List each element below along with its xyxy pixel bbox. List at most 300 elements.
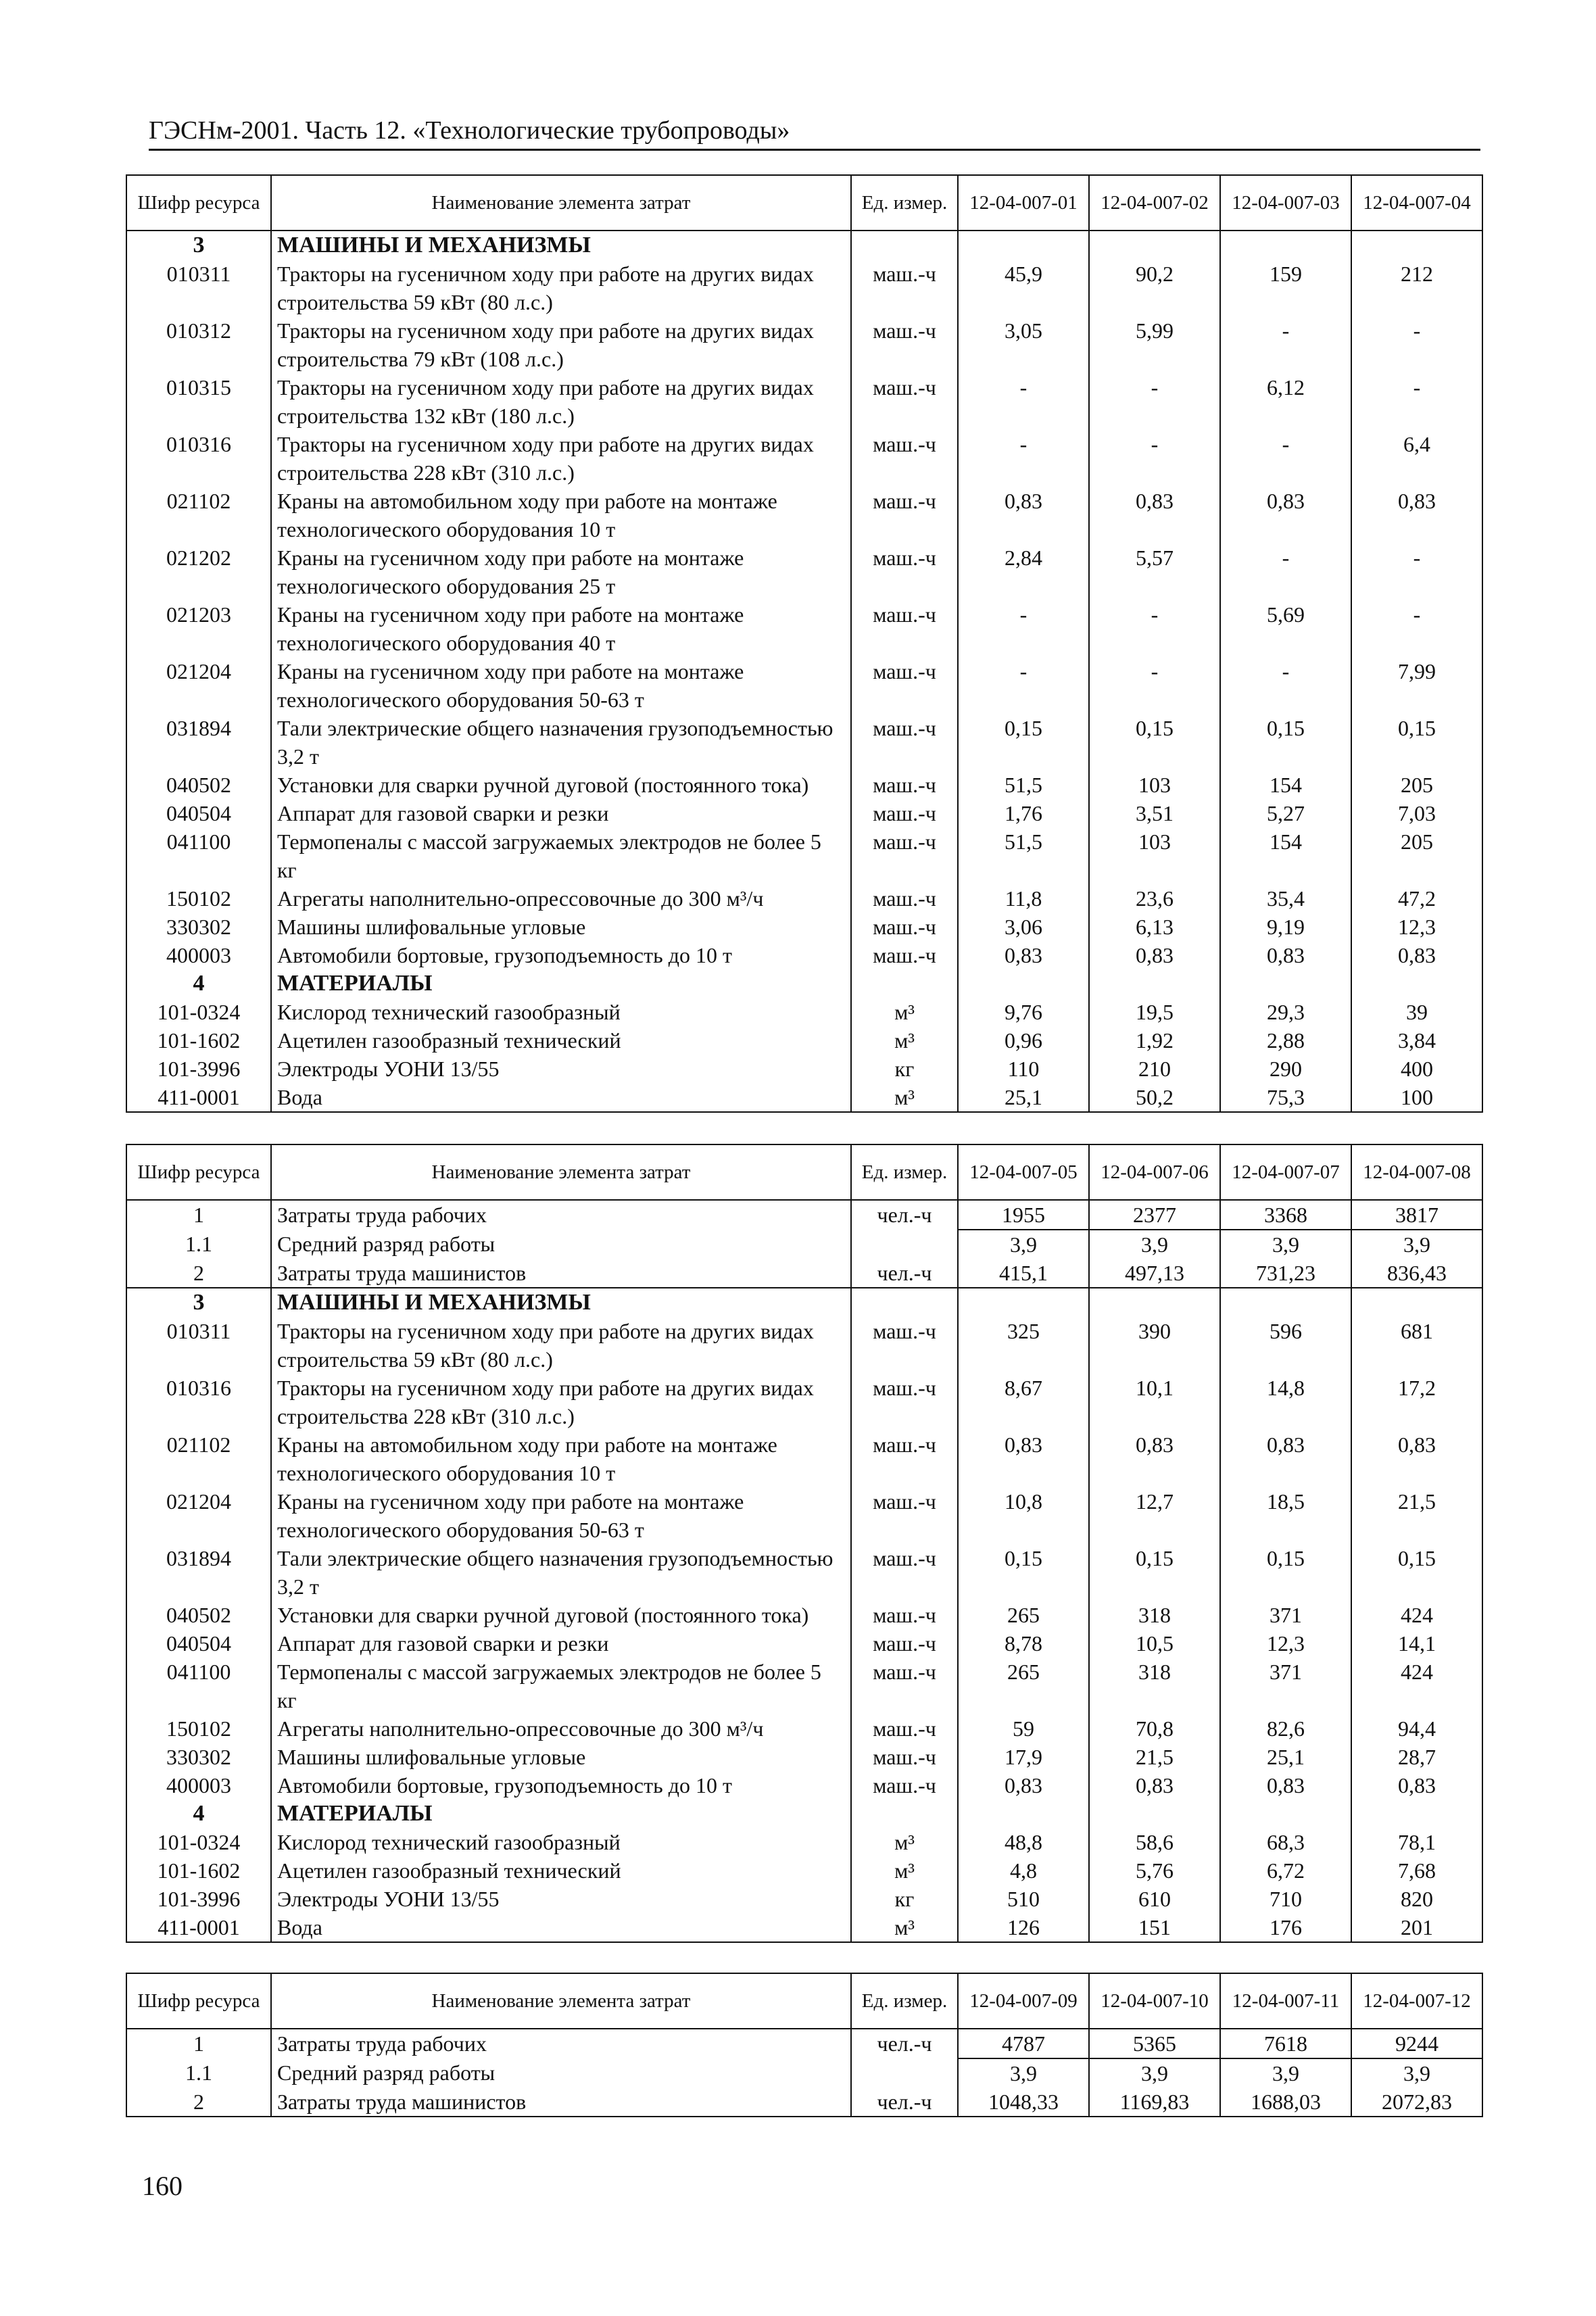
- table-row: [126, 1200, 1482, 1230]
- unit-cell: маш.-ч: [851, 1601, 958, 1629]
- norms-table-3: [126, 1973, 1483, 2117]
- table-row: [126, 373, 1482, 430]
- value-cell: 10,1: [1089, 1374, 1220, 1430]
- value-cell: 201: [1351, 1913, 1482, 1942]
- value-cell: -: [1220, 430, 1351, 487]
- resource-code: 2: [126, 1259, 271, 1288]
- cost-element-name: Тракторы на гусеничном ходу при работе на других видах строительства 228 кВт (310 л.с.): [271, 430, 851, 487]
- cost-element-name: Вода: [271, 1083, 851, 1112]
- value-cell: 290: [1220, 1055, 1351, 1083]
- value-cell: -: [958, 430, 1089, 487]
- value-cell: 3817: [1351, 1200, 1482, 1230]
- table-row: [126, 913, 1482, 941]
- resource-code: 1.1: [126, 1230, 271, 1259]
- table-row: [126, 827, 1482, 884]
- col-header-norm-code: 12-04-007-07: [1220, 1144, 1351, 1200]
- value-cell: 9,19: [1220, 913, 1351, 941]
- col-header-code: Шифр ресурса: [126, 1144, 271, 1200]
- table-row: [126, 1055, 1482, 1083]
- value-cell: 5,27: [1220, 799, 1351, 827]
- value-cell: 19,5: [1089, 998, 1220, 1026]
- unit-cell: маш.-ч: [851, 771, 958, 799]
- resource-code: 330302: [126, 1743, 271, 1771]
- value-cell: 5,76: [1089, 1856, 1220, 1885]
- page-number: 160: [142, 2171, 183, 2201]
- resource-code: 040502: [126, 771, 271, 799]
- unit-cell: маш.-ч: [851, 1743, 958, 1771]
- value-cell: [1220, 231, 1351, 260]
- value-cell: 29,3: [1220, 998, 1351, 1026]
- table-row: [126, 998, 1482, 1026]
- unit-cell: чел.-ч: [851, 1259, 958, 1288]
- resource-code: 021202: [126, 544, 271, 600]
- table-row: [126, 1771, 1482, 1800]
- unit-cell: чел.-ч: [851, 2088, 958, 2117]
- value-cell: 25,1: [958, 1083, 1089, 1112]
- value-cell: 0,15: [1220, 714, 1351, 771]
- value-cell: 0,15: [1220, 1544, 1351, 1601]
- cost-element-name: Аппарат для газовой сварки и резки: [271, 799, 851, 827]
- unit-cell: маш.-ч: [851, 1714, 958, 1743]
- resource-code: 3: [126, 1288, 271, 1317]
- resource-code: 4: [126, 1800, 271, 1828]
- value-cell: [1220, 969, 1351, 998]
- unit-cell: маш.-ч: [851, 714, 958, 771]
- col-header-norm-code: 12-04-007-09: [958, 1973, 1089, 2029]
- col-header-norm-code: 12-04-007-04: [1351, 175, 1482, 231]
- value-cell: [1220, 1800, 1351, 1828]
- value-cell: 3,9: [1220, 2058, 1351, 2088]
- table-row: [126, 1430, 1482, 1487]
- value-cell: 82,6: [1220, 1714, 1351, 1743]
- value-cell: 0,83: [1089, 1430, 1220, 1487]
- unit-cell: маш.-ч: [851, 1629, 958, 1658]
- value-cell: -: [1351, 544, 1482, 600]
- cost-element-name: Краны на автомобильном ходу при работе на монтаже технологического оборудования 10 т: [271, 1430, 851, 1487]
- table-row: [126, 1913, 1482, 1942]
- col-header-norm-code: 12-04-007-08: [1351, 1144, 1482, 1200]
- resource-code: 2: [126, 2088, 271, 2117]
- value-cell: -: [1351, 373, 1482, 430]
- unit-cell: маш.-ч: [851, 1317, 958, 1374]
- unit-cell: маш.-ч: [851, 1544, 958, 1601]
- value-cell: 51,5: [958, 771, 1089, 799]
- value-cell: 0,83: [958, 487, 1089, 544]
- unit-cell: м³: [851, 1026, 958, 1055]
- col-header-unit: Ед. измер.: [851, 1973, 958, 2029]
- unit-cell: маш.-ч: [851, 1771, 958, 1800]
- unit-cell: кг: [851, 1055, 958, 1083]
- value-cell: [1351, 969, 1482, 998]
- cost-element-name: Установки для сварки ручной дуговой (постоянного тока): [271, 771, 851, 799]
- value-cell: 610: [1089, 1885, 1220, 1913]
- col-header-unit: Ед. измер.: [851, 1144, 958, 1200]
- value-cell: 159: [1220, 260, 1351, 316]
- norms-table-2: [126, 1144, 1483, 1943]
- value-cell: 1,92: [1089, 1026, 1220, 1055]
- value-cell: 596: [1220, 1317, 1351, 1374]
- table-row: [126, 1317, 1482, 1374]
- cost-element-name: Затраты труда рабочих: [271, 1200, 851, 1230]
- value-cell: 3,84: [1351, 1026, 1482, 1055]
- value-cell: 18,5: [1220, 1487, 1351, 1544]
- value-cell: 94,4: [1351, 1714, 1482, 1743]
- value-cell: [1351, 231, 1482, 260]
- value-cell: -: [1089, 373, 1220, 430]
- table-row: [126, 1544, 1482, 1601]
- value-cell: 710: [1220, 1885, 1351, 1913]
- value-cell: 1688,03: [1220, 2088, 1351, 2117]
- value-cell: 5365: [1089, 2029, 1220, 2058]
- table-row: [126, 799, 1482, 827]
- col-header-unit: Ед. измер.: [851, 175, 958, 231]
- value-cell: 0,15: [958, 1544, 1089, 1601]
- resource-code: 031894: [126, 714, 271, 771]
- value-cell: 0,15: [1351, 1544, 1482, 1601]
- table-row: [126, 657, 1482, 714]
- value-cell: [958, 1288, 1089, 1317]
- value-cell: 90,2: [1089, 260, 1220, 316]
- table-row: [126, 1083, 1482, 1112]
- resource-code: 010311: [126, 260, 271, 316]
- unit-cell: кг: [851, 1885, 958, 1913]
- resource-code: 040504: [126, 1629, 271, 1658]
- col-header-norm-code: 12-04-007-02: [1089, 175, 1220, 231]
- section-title: МАТЕРИАЛЫ: [271, 969, 851, 998]
- resource-code: 150102: [126, 884, 271, 913]
- unit-cell: маш.-ч: [851, 1374, 958, 1430]
- value-cell: 3,9: [958, 1230, 1089, 1259]
- value-cell: 6,72: [1220, 1856, 1351, 1885]
- value-cell: 3,9: [1089, 2058, 1220, 2088]
- value-cell: 14,8: [1220, 1374, 1351, 1430]
- value-cell: 12,7: [1089, 1487, 1220, 1544]
- value-cell: 1169,83: [1089, 2088, 1220, 2117]
- value-cell: 0,15: [1351, 714, 1482, 771]
- value-cell: 8,67: [958, 1374, 1089, 1430]
- col-header-norm-code: 12-04-007-11: [1220, 1973, 1351, 2029]
- value-cell: 103: [1089, 827, 1220, 884]
- resource-code: 021204: [126, 1487, 271, 1544]
- value-cell: 836,43: [1351, 1259, 1482, 1288]
- value-cell: [1089, 231, 1220, 260]
- resource-code: 021204: [126, 657, 271, 714]
- value-cell: -: [1089, 600, 1220, 657]
- value-cell: 2377: [1089, 1200, 1220, 1230]
- value-cell: 154: [1220, 771, 1351, 799]
- page-header: ГЭСНм-2001. Часть 12. «Технологические трубопроводы»: [149, 115, 1480, 151]
- table-row: [126, 1259, 1482, 1288]
- value-cell: 176: [1220, 1913, 1351, 1942]
- table-row: [126, 1828, 1482, 1856]
- unit-cell: [851, 1230, 958, 1259]
- resource-code: 411-0001: [126, 1913, 271, 1942]
- section-title: МАШИНЫ И МЕХАНИЗМЫ: [271, 1288, 851, 1317]
- value-cell: 21,5: [1351, 1487, 1482, 1544]
- value-cell: 75,3: [1220, 1083, 1351, 1112]
- value-cell: 154: [1220, 827, 1351, 884]
- col-header-name: Наименование элемента затрат: [271, 1973, 851, 2029]
- value-cell: 0,83: [1351, 1430, 1482, 1487]
- table-row: [126, 2058, 1482, 2088]
- table-row: [126, 260, 1482, 316]
- value-cell: 0,15: [1089, 714, 1220, 771]
- value-cell: 45,9: [958, 260, 1089, 316]
- unit-cell: [851, 2058, 958, 2088]
- cost-element-name: Средний разряд работы: [271, 1230, 851, 1259]
- header-row: [126, 175, 1482, 231]
- value-cell: 126: [958, 1913, 1089, 1942]
- table-row: [126, 487, 1482, 544]
- resource-code: 150102: [126, 1714, 271, 1743]
- cost-element-name: Тали электрические общего назначения грузоподъемностью 3,2 т: [271, 714, 851, 771]
- value-cell: 0,83: [1351, 1771, 1482, 1800]
- cost-element-name: Автомобили бортовые, грузоподъемность до 10 т: [271, 1771, 851, 1800]
- table-row: [126, 1487, 1482, 1544]
- value-cell: 497,13: [1089, 1259, 1220, 1288]
- value-cell: 4,8: [958, 1856, 1089, 1885]
- value-cell: 5,99: [1089, 316, 1220, 373]
- cost-element-name: Тракторы на гусеничном ходу при работе на других видах строительства 59 кВт (80 л.с.): [271, 1317, 851, 1374]
- value-cell: 5,69: [1220, 600, 1351, 657]
- value-cell: 0,83: [1220, 1771, 1351, 1800]
- resource-code: 041100: [126, 1658, 271, 1714]
- table-row: [126, 2029, 1482, 2058]
- value-cell: 681: [1351, 1317, 1482, 1374]
- unit-cell: чел.-ч: [851, 2029, 958, 2058]
- section-title: МАТЕРИАЛЫ: [271, 1800, 851, 1828]
- value-cell: 3,06: [958, 913, 1089, 941]
- col-header-code: Шифр ресурса: [126, 175, 271, 231]
- value-cell: 21,5: [1089, 1743, 1220, 1771]
- value-cell: 103: [1089, 771, 1220, 799]
- resource-code: 101-1602: [126, 1856, 271, 1885]
- value-cell: 39: [1351, 998, 1482, 1026]
- cost-element-name: Машины шлифовальные угловые: [271, 1743, 851, 1771]
- unit-cell: маш.-ч: [851, 600, 958, 657]
- value-cell: 6,4: [1351, 430, 1482, 487]
- value-cell: [958, 1800, 1089, 1828]
- cost-element-name: Затраты труда рабочих: [271, 2029, 851, 2058]
- value-cell: 0,83: [1351, 941, 1482, 969]
- value-cell: -: [1351, 316, 1482, 373]
- table-row: [126, 1230, 1482, 1259]
- value-cell: -: [958, 600, 1089, 657]
- value-cell: 5,57: [1089, 544, 1220, 600]
- value-cell: 2,84: [958, 544, 1089, 600]
- value-cell: 3,9: [1089, 1230, 1220, 1259]
- value-cell: 0,15: [958, 714, 1089, 771]
- value-cell: 0,83: [958, 1771, 1089, 1800]
- value-cell: 25,1: [1220, 1743, 1351, 1771]
- resource-code: 010316: [126, 1374, 271, 1430]
- value-cell: 7,03: [1351, 799, 1482, 827]
- resource-code: 400003: [126, 941, 271, 969]
- table-row: [126, 771, 1482, 799]
- value-cell: 59: [958, 1714, 1089, 1743]
- cost-element-name: Средний разряд работы: [271, 2058, 851, 2088]
- value-cell: 3,51: [1089, 799, 1220, 827]
- norms-table-1: [126, 174, 1483, 1113]
- value-cell: -: [1220, 544, 1351, 600]
- value-cell: 325: [958, 1317, 1089, 1374]
- value-cell: 371: [1220, 1658, 1351, 1714]
- table-row: [126, 884, 1482, 913]
- value-cell: [1089, 969, 1220, 998]
- value-cell: 7618: [1220, 2029, 1351, 2058]
- value-cell: [1351, 1288, 1482, 1317]
- value-cell: 371: [1220, 1601, 1351, 1629]
- cost-element-name: Кислород технический газообразный: [271, 998, 851, 1026]
- value-cell: 510: [958, 1885, 1089, 1913]
- table-row: [126, 714, 1482, 771]
- value-cell: 0,83: [958, 941, 1089, 969]
- value-cell: 1048,33: [958, 2088, 1089, 2117]
- value-cell: 9,76: [958, 998, 1089, 1026]
- unit-cell: м³: [851, 1083, 958, 1112]
- cost-element-name: Электроды УОНИ 13/55: [271, 1055, 851, 1083]
- col-header-norm-code: 12-04-007-05: [958, 1144, 1089, 1200]
- col-header-norm-code: 12-04-007-03: [1220, 175, 1351, 231]
- resource-code: 1.1: [126, 2058, 271, 2088]
- value-cell: 205: [1351, 827, 1482, 884]
- value-cell: 58,6: [1089, 1828, 1220, 1856]
- table-row: [126, 2088, 1482, 2117]
- cost-element-name: Агрегаты наполнительно-опрессовочные до 300 м³/ч: [271, 884, 851, 913]
- resource-code: 400003: [126, 1771, 271, 1800]
- value-cell: 318: [1089, 1658, 1220, 1714]
- value-cell: 390: [1089, 1317, 1220, 1374]
- cost-element-name: Затраты труда машинистов: [271, 1259, 851, 1288]
- resource-code: 4: [126, 969, 271, 998]
- value-cell: 70,8: [1089, 1714, 1220, 1743]
- value-cell: 100: [1351, 1083, 1482, 1112]
- value-cell: 0,83: [1220, 487, 1351, 544]
- table-row: [126, 544, 1482, 600]
- cost-element-name: Краны на гусеничном ходу при работе на монтаже технологического оборудования 40 т: [271, 600, 851, 657]
- cost-element-name: Тракторы на гусеничном ходу при работе на других видах строительства 79 кВт (108 л.с.): [271, 316, 851, 373]
- value-cell: 50,2: [1089, 1083, 1220, 1112]
- resource-code: 040502: [126, 1601, 271, 1629]
- unit-cell: маш.-ч: [851, 260, 958, 316]
- value-cell: 3,9: [958, 2058, 1089, 2088]
- unit-cell: маш.-ч: [851, 827, 958, 884]
- value-cell: 10,5: [1089, 1629, 1220, 1658]
- value-cell: 14,1: [1351, 1629, 1482, 1658]
- col-header-norm-code: 12-04-007-01: [958, 175, 1089, 231]
- section-row: [126, 969, 1482, 998]
- cost-element-name: Краны на автомобильном ходу при работе на монтаже технологического оборудования 10 т: [271, 487, 851, 544]
- cost-element-name: Краны на гусеничном ходу при работе на монтаже технологического оборудования 50-63 т: [271, 657, 851, 714]
- section-row: [126, 231, 1482, 260]
- value-cell: 68,3: [1220, 1828, 1351, 1856]
- value-cell: 2072,83: [1351, 2088, 1482, 2117]
- resource-code: 3: [126, 231, 271, 260]
- table-row: [126, 1374, 1482, 1430]
- resource-code: 040504: [126, 799, 271, 827]
- cost-element-name: Ацетилен газообразный технический: [271, 1856, 851, 1885]
- value-cell: 0,83: [1089, 1771, 1220, 1800]
- value-cell: [958, 231, 1089, 260]
- resource-code: 1: [126, 2029, 271, 2058]
- cost-element-name: Вода: [271, 1913, 851, 1942]
- value-cell: 47,2: [1351, 884, 1482, 913]
- resource-code: 101-3996: [126, 1885, 271, 1913]
- unit-cell: маш.-ч: [851, 430, 958, 487]
- cost-element-name: Тракторы на гусеничном ходу при работе на других видах строительства 59 кВт (80 л.с.): [271, 260, 851, 316]
- unit-cell: маш.-ч: [851, 1430, 958, 1487]
- cost-element-name: Тали электрические общего назначения грузоподъемностью 3,2 т: [271, 1544, 851, 1601]
- unit-cell: м³: [851, 1856, 958, 1885]
- cost-element-name: Агрегаты наполнительно-опрессовочные до 300 м³/ч: [271, 1714, 851, 1743]
- unit-cell: маш.-ч: [851, 544, 958, 600]
- value-cell: 10,8: [958, 1487, 1089, 1544]
- unit-cell: маш.-ч: [851, 941, 958, 969]
- value-cell: 35,4: [1220, 884, 1351, 913]
- value-cell: 48,8: [958, 1828, 1089, 1856]
- value-cell: 415,1: [958, 1259, 1089, 1288]
- value-cell: 6,13: [1089, 913, 1220, 941]
- value-cell: 265: [958, 1601, 1089, 1629]
- value-cell: -: [1220, 657, 1351, 714]
- value-cell: [1220, 1288, 1351, 1317]
- section-row: [126, 1800, 1482, 1828]
- value-cell: 12,3: [1220, 1629, 1351, 1658]
- unit-cell: м³: [851, 1828, 958, 1856]
- header-row: [126, 1144, 1482, 1200]
- resource-code: 021102: [126, 487, 271, 544]
- cost-element-name: Краны на гусеничном ходу при работе на монтаже технологического оборудования 25 т: [271, 544, 851, 600]
- value-cell: 3,9: [1220, 1230, 1351, 1259]
- resource-code: 021203: [126, 600, 271, 657]
- value-cell: -: [958, 657, 1089, 714]
- value-cell: 424: [1351, 1658, 1482, 1714]
- value-cell: 2,88: [1220, 1026, 1351, 1055]
- value-cell: 0,83: [1351, 487, 1482, 544]
- cost-element-name: Термопеналы с массой загружаемых электродов не более 5 кг: [271, 1658, 851, 1714]
- value-cell: 400: [1351, 1055, 1482, 1083]
- cost-element-name: Затраты труда машинистов: [271, 2088, 851, 2117]
- value-cell: 731,23: [1220, 1259, 1351, 1288]
- value-cell: -: [1089, 430, 1220, 487]
- value-cell: 424: [1351, 1601, 1482, 1629]
- value-cell: 3368: [1220, 1200, 1351, 1230]
- cost-element-name: Тракторы на гусеничном ходу при работе на других видах строительства 132 кВт (180 л.с.): [271, 373, 851, 430]
- unit-cell: м³: [851, 998, 958, 1026]
- table-row: [126, 430, 1482, 487]
- unit-cell: маш.-ч: [851, 1658, 958, 1714]
- value-cell: 0,15: [1089, 1544, 1220, 1601]
- value-cell: 23,6: [1089, 884, 1220, 913]
- resource-code: 031894: [126, 1544, 271, 1601]
- value-cell: [958, 969, 1089, 998]
- value-cell: -: [1089, 657, 1220, 714]
- value-cell: 17,9: [958, 1743, 1089, 1771]
- resource-code: 010311: [126, 1317, 271, 1374]
- value-cell: 265: [958, 1658, 1089, 1714]
- value-cell: [1089, 1800, 1220, 1828]
- table-row: [126, 1885, 1482, 1913]
- resource-code: 411-0001: [126, 1083, 271, 1112]
- value-cell: 151: [1089, 1913, 1220, 1942]
- table-row: [126, 1601, 1482, 1629]
- col-header-name: Наименование элемента затрат: [271, 1144, 851, 1200]
- cost-element-name: Краны на гусеничном ходу при работе на монтаже технологического оборудования 50-63 т: [271, 1487, 851, 1544]
- cost-element-name: Автомобили бортовые, грузоподъемность до 10 т: [271, 941, 851, 969]
- value-cell: 11,8: [958, 884, 1089, 913]
- value-cell: 0,83: [1220, 941, 1351, 969]
- value-cell: 110: [958, 1055, 1089, 1083]
